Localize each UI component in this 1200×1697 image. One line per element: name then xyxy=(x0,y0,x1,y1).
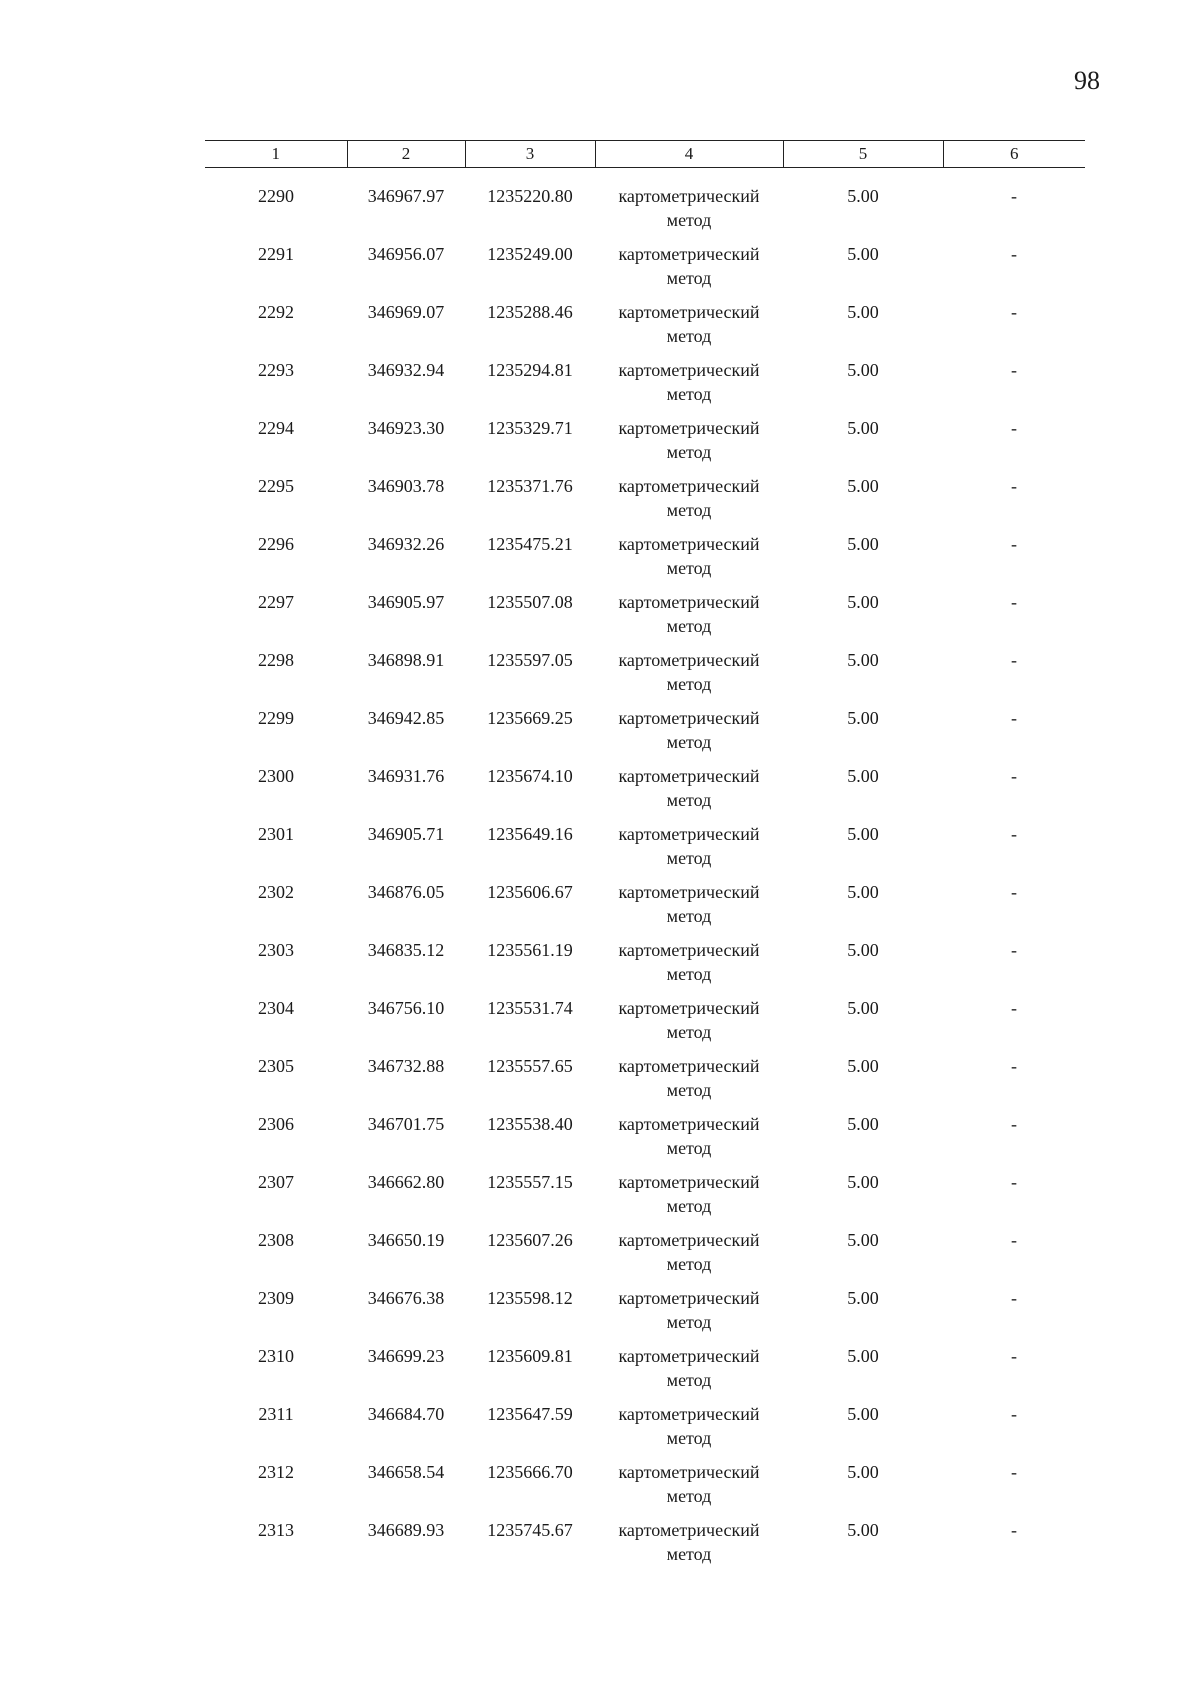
accuracy-cell: 5.00 xyxy=(847,998,879,1018)
point-number: 2304 xyxy=(258,998,294,1018)
column-header-4: 4 xyxy=(595,141,783,168)
y-coordinate: 1235329.71 xyxy=(487,418,573,438)
note-cell: - xyxy=(1011,1230,1017,1250)
note-cell: - xyxy=(1011,1404,1017,1424)
point-number: 2311 xyxy=(258,1404,294,1424)
x-coordinate: 346923.30 xyxy=(367,418,445,438)
point-number: 2293 xyxy=(258,360,294,380)
page-number: 98 xyxy=(1074,66,1100,95)
y-coordinate: 1235669.25 xyxy=(487,708,573,728)
point-number: 2306 xyxy=(258,1114,294,1134)
table-row xyxy=(205,474,1085,532)
table-row xyxy=(205,1344,1085,1402)
y-coordinate: 1235597.05 xyxy=(487,650,573,670)
y-coordinate: 1235649.16 xyxy=(487,824,573,844)
table-row xyxy=(205,532,1085,590)
note-cell: - xyxy=(1011,1114,1017,1134)
accuracy-cell: 5.00 xyxy=(847,302,879,322)
table-row xyxy=(205,300,1085,358)
y-coordinate: 1235507.08 xyxy=(487,592,573,612)
table-row xyxy=(205,822,1085,880)
accuracy-cell: 5.00 xyxy=(847,1114,879,1134)
method-cell: картометрический метод xyxy=(618,1056,760,1100)
method-cell: картометрический метод xyxy=(618,1462,760,1506)
method-cell: картометрический метод xyxy=(618,1346,760,1390)
x-coordinate: 346658.54 xyxy=(367,1462,445,1482)
x-coordinate: 346732.88 xyxy=(367,1056,445,1076)
accuracy-cell: 5.00 xyxy=(847,1056,879,1076)
x-coordinate: 346876.05 xyxy=(367,882,445,902)
column-header-3: 3 xyxy=(465,141,595,168)
point-number: 2300 xyxy=(258,766,294,786)
point-number: 2301 xyxy=(258,824,294,844)
x-coordinate: 346932.94 xyxy=(367,360,445,380)
x-coordinate: 346967.97 xyxy=(367,186,445,206)
x-coordinate: 346835.12 xyxy=(367,940,445,960)
accuracy-cell: 5.00 xyxy=(847,1346,879,1366)
point-number: 2302 xyxy=(258,882,294,902)
method-cell: картометрический метод xyxy=(618,1520,760,1564)
point-number: 2307 xyxy=(258,1172,294,1192)
method-cell: картометрический метод xyxy=(618,360,760,404)
table-row xyxy=(205,242,1085,300)
method-cell: картометрический метод xyxy=(618,882,760,926)
accuracy-cell: 5.00 xyxy=(847,534,879,554)
method-cell: картометрический метод xyxy=(618,1404,760,1448)
y-coordinate: 1235609.81 xyxy=(487,1346,573,1366)
point-number: 2310 xyxy=(258,1346,294,1366)
point-number: 2299 xyxy=(258,708,294,728)
x-coordinate: 346956.07 xyxy=(367,244,445,264)
point-number: 2298 xyxy=(258,650,294,670)
y-coordinate: 1235561.19 xyxy=(487,940,573,960)
x-coordinate: 346969.07 xyxy=(367,302,445,322)
x-coordinate: 346650.19 xyxy=(367,1230,445,1250)
x-coordinate: 346689.93 xyxy=(367,1520,445,1540)
y-coordinate: 1235475.21 xyxy=(487,534,573,554)
accuracy-cell: 5.00 xyxy=(847,940,879,960)
method-cell: картометрический метод xyxy=(618,1114,760,1158)
y-coordinate: 1235745.67 xyxy=(487,1520,573,1540)
note-cell: - xyxy=(1011,360,1017,380)
x-coordinate: 346903.78 xyxy=(367,476,445,496)
y-coordinate: 1235557.15 xyxy=(487,1172,573,1192)
method-cell: картометрический метод xyxy=(618,476,760,520)
table-row xyxy=(205,416,1085,474)
note-cell: - xyxy=(1011,824,1017,844)
y-coordinate: 1235557.65 xyxy=(487,1056,573,1076)
accuracy-cell: 5.00 xyxy=(847,1520,879,1540)
note-cell: - xyxy=(1011,1288,1017,1308)
note-cell: - xyxy=(1011,1520,1017,1540)
x-coordinate: 346898.91 xyxy=(367,650,445,670)
x-coordinate: 346932.26 xyxy=(367,534,445,554)
x-coordinate: 346701.75 xyxy=(367,1114,445,1134)
accuracy-cell: 5.00 xyxy=(847,418,879,438)
table-row xyxy=(205,706,1085,764)
note-cell: - xyxy=(1011,998,1017,1018)
point-number: 2312 xyxy=(258,1462,294,1482)
accuracy-cell: 5.00 xyxy=(847,1462,879,1482)
accuracy-cell: 5.00 xyxy=(847,592,879,612)
y-coordinate: 1235606.67 xyxy=(487,882,573,902)
note-cell: - xyxy=(1011,1346,1017,1366)
point-number: 2313 xyxy=(258,1520,294,1540)
table-row xyxy=(205,590,1085,648)
note-cell: - xyxy=(1011,1462,1017,1482)
y-coordinate: 1235607.26 xyxy=(487,1230,573,1250)
method-cell: картометрический метод xyxy=(618,1172,760,1216)
y-coordinate: 1235371.76 xyxy=(487,476,573,496)
y-coordinate: 1235531.74 xyxy=(487,998,573,1018)
accuracy-cell: 5.00 xyxy=(847,766,879,786)
method-cell: картометрический метод xyxy=(618,186,760,230)
method-cell: картометрический метод xyxy=(618,650,760,694)
accuracy-cell: 5.00 xyxy=(847,882,879,902)
y-coordinate: 1235647.59 xyxy=(487,1404,573,1424)
point-number: 2290 xyxy=(258,186,294,206)
point-number: 2308 xyxy=(258,1230,294,1250)
point-number: 2296 xyxy=(258,534,294,554)
note-cell: - xyxy=(1011,708,1017,728)
accuracy-cell: 5.00 xyxy=(847,476,879,496)
y-coordinate: 1235598.12 xyxy=(487,1288,573,1308)
note-cell: - xyxy=(1011,302,1017,322)
accuracy-cell: 5.00 xyxy=(847,824,879,844)
header-row xyxy=(205,141,1085,168)
point-number: 2303 xyxy=(258,940,294,960)
table-row xyxy=(205,938,1085,996)
note-cell: - xyxy=(1011,186,1017,206)
table-row xyxy=(205,1228,1085,1286)
y-coordinate: 1235674.10 xyxy=(487,766,573,786)
point-number: 2295 xyxy=(258,476,294,496)
method-cell: картометрический метод xyxy=(618,1288,760,1332)
x-coordinate: 346905.71 xyxy=(367,824,445,844)
method-cell: картометрический метод xyxy=(618,418,760,462)
method-cell: картометрический метод xyxy=(618,940,760,984)
accuracy-cell: 5.00 xyxy=(847,186,879,206)
point-number: 2294 xyxy=(258,418,294,438)
x-coordinate: 346942.85 xyxy=(367,708,445,728)
x-coordinate: 346662.80 xyxy=(367,1172,445,1192)
y-coordinate: 1235538.40 xyxy=(487,1114,573,1134)
x-coordinate: 346756.10 xyxy=(367,998,445,1018)
table-row xyxy=(205,1286,1085,1344)
table-row xyxy=(205,1112,1085,1170)
table-row xyxy=(205,1460,1085,1518)
point-number: 2309 xyxy=(258,1288,294,1308)
method-cell: картометрический метод xyxy=(618,1230,760,1274)
point-number: 2305 xyxy=(258,1056,294,1076)
note-cell: - xyxy=(1011,534,1017,554)
note-cell: - xyxy=(1011,766,1017,786)
column-header-5: 5 xyxy=(783,141,943,168)
note-cell: - xyxy=(1011,1172,1017,1192)
y-coordinate: 1235666.70 xyxy=(487,1462,573,1482)
y-coordinate: 1235288.46 xyxy=(487,302,573,322)
note-cell: - xyxy=(1011,940,1017,960)
accuracy-cell: 5.00 xyxy=(847,360,879,380)
note-cell: - xyxy=(1011,1056,1017,1076)
table-row xyxy=(205,880,1085,938)
table-row xyxy=(205,648,1085,706)
method-cell: картометрический метод xyxy=(618,244,760,288)
accuracy-cell: 5.00 xyxy=(847,1404,879,1424)
point-number: 2291 xyxy=(258,244,294,264)
point-number: 2292 xyxy=(258,302,294,322)
table-row xyxy=(205,1518,1085,1576)
note-cell: - xyxy=(1011,418,1017,438)
method-cell: картометрический метод xyxy=(618,766,760,810)
accuracy-cell: 5.00 xyxy=(847,244,879,264)
table-row xyxy=(205,1402,1085,1460)
accuracy-cell: 5.00 xyxy=(847,1230,879,1250)
accuracy-cell: 5.00 xyxy=(847,708,879,728)
method-cell: картометрический метод xyxy=(618,592,760,636)
table-row xyxy=(205,358,1085,416)
table-row xyxy=(205,996,1085,1054)
note-cell: - xyxy=(1011,476,1017,496)
x-coordinate: 346931.76 xyxy=(367,766,445,786)
note-cell: - xyxy=(1011,882,1017,902)
accuracy-cell: 5.00 xyxy=(847,1172,879,1192)
method-cell: картометрический метод xyxy=(618,708,760,752)
table-row xyxy=(205,764,1085,822)
note-cell: - xyxy=(1011,244,1017,264)
note-cell: - xyxy=(1011,650,1017,670)
method-cell: картометрический метод xyxy=(618,998,760,1042)
accuracy-cell: 5.00 xyxy=(847,1288,879,1308)
coordinates-table xyxy=(205,140,1085,1576)
y-coordinate: 1235294.81 xyxy=(487,360,573,380)
x-coordinate: 346699.23 xyxy=(367,1346,445,1366)
column-header-2: 2 xyxy=(347,141,465,168)
table-row xyxy=(205,1170,1085,1228)
method-cell: картометрический метод xyxy=(618,302,760,346)
accuracy-cell: 5.00 xyxy=(847,650,879,670)
method-cell: картометрический метод xyxy=(618,824,760,868)
table-header xyxy=(205,141,1085,168)
column-header-6: 6 xyxy=(943,141,1085,168)
y-coordinate: 1235220.80 xyxy=(487,186,573,206)
x-coordinate: 346684.70 xyxy=(367,1404,445,1424)
table-row xyxy=(205,168,1085,243)
note-cell: - xyxy=(1011,592,1017,612)
method-cell: картометрический метод xyxy=(618,534,760,578)
table-body xyxy=(205,168,1085,1577)
point-number: 2297 xyxy=(258,592,294,612)
x-coordinate: 346905.97 xyxy=(367,592,445,612)
y-coordinate: 1235249.00 xyxy=(487,244,573,264)
x-coordinate: 346676.38 xyxy=(367,1288,445,1308)
table-row xyxy=(205,1054,1085,1112)
column-header-1: 1 xyxy=(205,141,347,168)
